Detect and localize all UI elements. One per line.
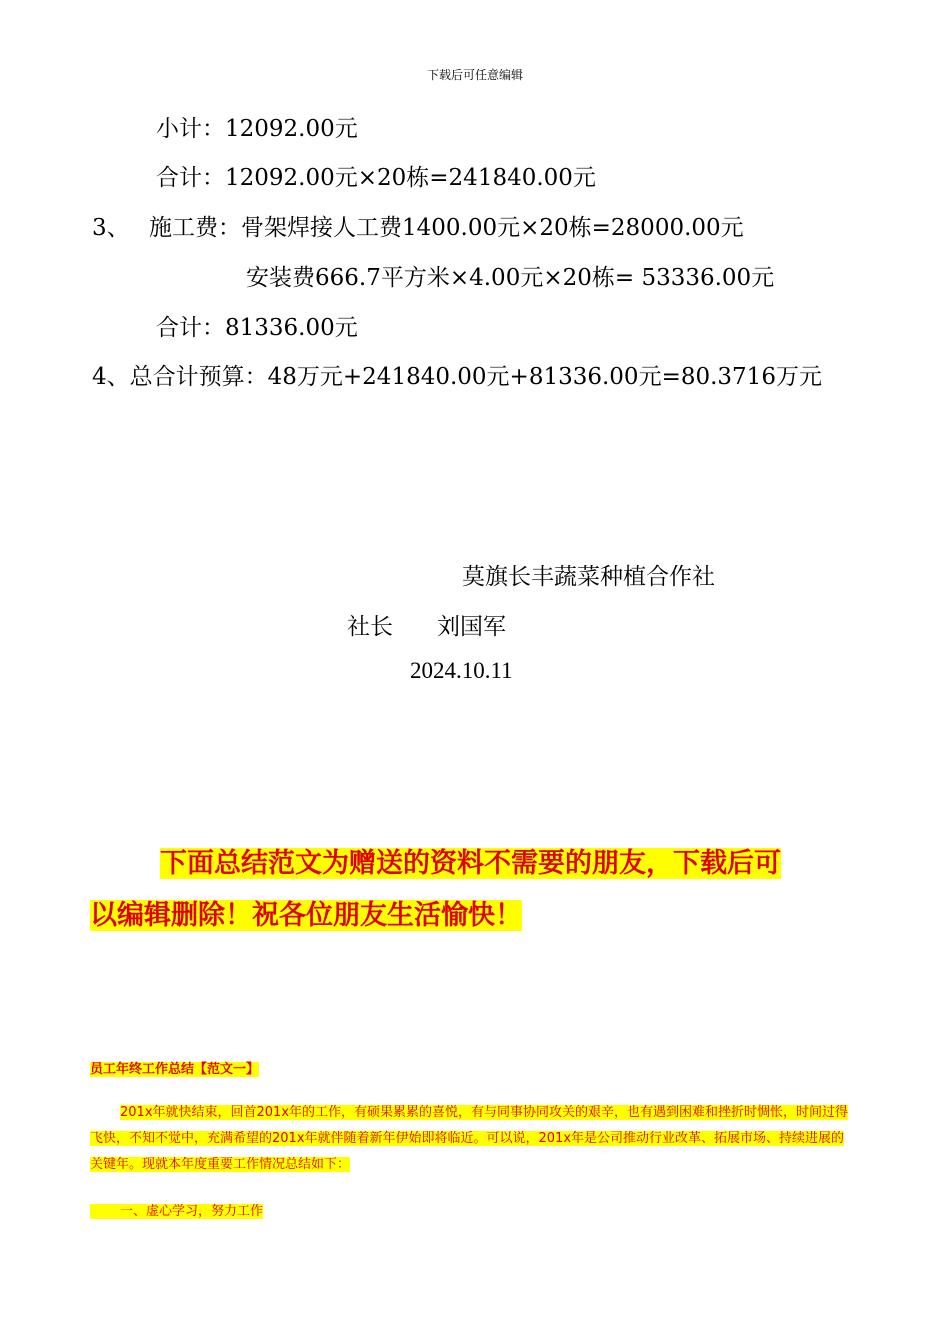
signer-role: 社长 <box>347 614 393 640</box>
item3-construction-fee: 施工费：骨架焊接人工费1400.00元×20栋=28000.00元 <box>149 215 744 241</box>
sample-paragraph-text: 201x年就快结束，回首201x年的工作，有硕果累累的喜悦，有与同事协同攻关的艰辛，也有遇到困难和挫折时惆怅，时间过得飞快，不知不觉中，充满希望的201x年就伴随着新年伊始即将临近。可以说，201x年是公司推动行业改革、拓展市场、持续进展的关键年。现就本年度重要工作情况总结如下： <box>90 1105 849 1172</box>
gift-notice <box>90 838 850 942</box>
sample-title: 员工年终工作总结【范文一】 <box>90 1062 260 1077</box>
organization-name: 莫旗长丰蔬菜种植合作社 <box>462 564 715 590</box>
sample-section-1: 一、虚心学习，努力工作 <box>90 1204 263 1219</box>
installation-fee-line: 安装费666.7平方米×4.00元×20栋= 53336.00元 <box>246 265 775 291</box>
sample-paragraph <box>90 1100 855 1178</box>
signer-name: 刘国军 <box>437 614 506 640</box>
gift-notice-line-2: 以编辑删除！祝各位朋友生活愉快！ <box>90 900 522 931</box>
page-header: 下载后可任意编辑 <box>426 68 523 82</box>
signature-date: 2024.10.11 <box>410 658 513 683</box>
total-line-1: 合计：12092.00元×20栋=241840.00元 <box>156 165 596 191</box>
subtotal-line: 小计：12092.00元 <box>156 116 358 142</box>
total-line-2: 合计：81336.00元 <box>156 315 358 341</box>
gift-notice-line-1: 下面总结范文为赠送的资料不需要的朋友，下载后可 <box>160 848 781 879</box>
item4-grand-total: 4、总合计预算：48万元+241840.00元+81336.00元=80.3716万元 <box>92 364 822 390</box>
item3-number: 3、 <box>92 215 130 241</box>
